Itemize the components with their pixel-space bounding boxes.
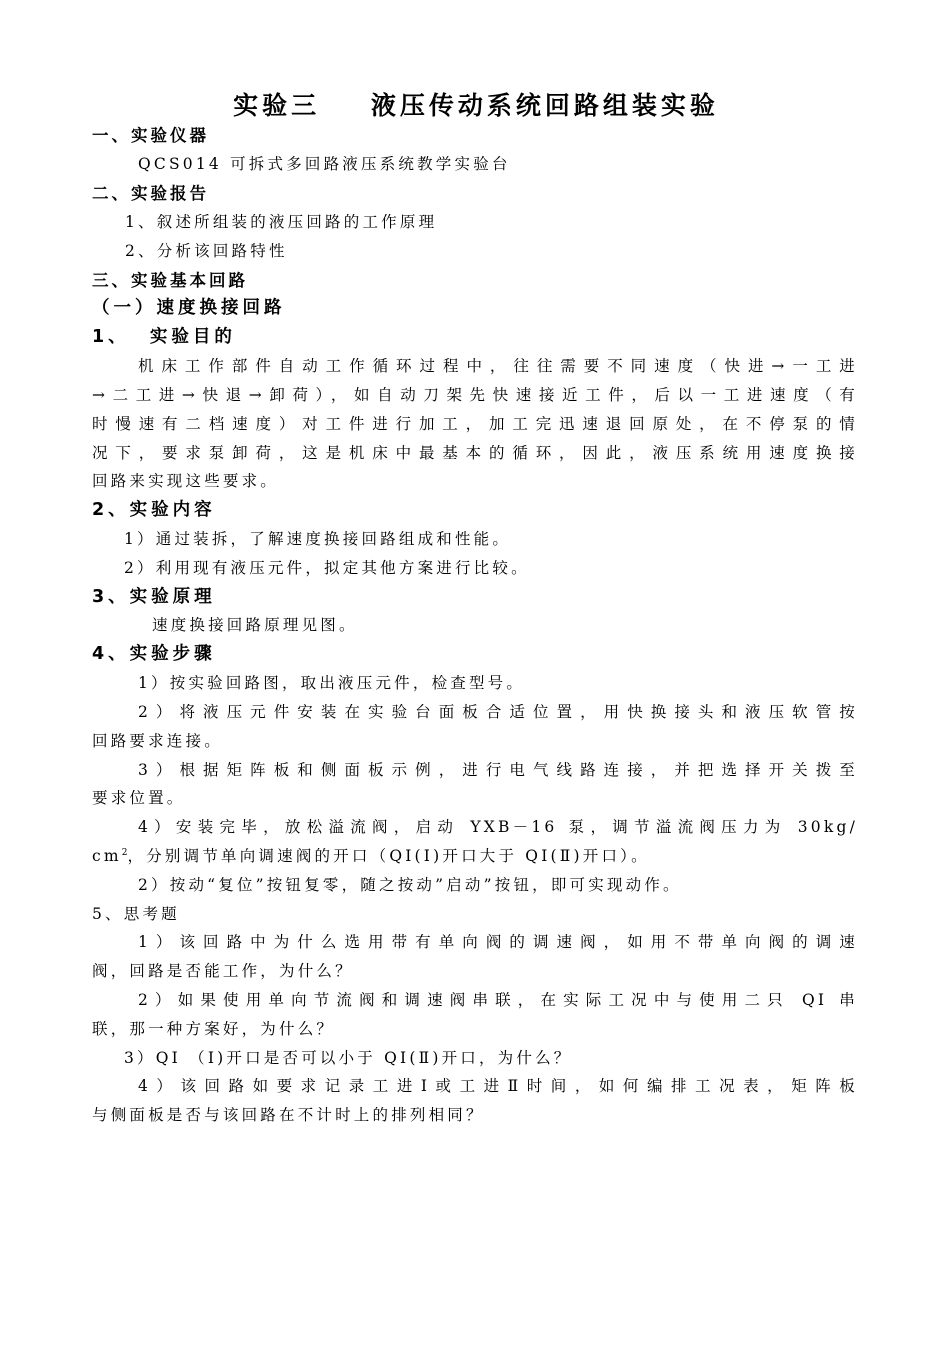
- content-item: 1）通过装拆，了解速度换接回路组成和性能。: [124, 530, 512, 548]
- step-line: 2）按动“复位”按钮复零，随之按动”启动”按钮，即可实现动作。: [138, 876, 682, 894]
- step-line: 1）按实验回路图，取出液压元件，检查型号。: [138, 674, 526, 692]
- step-line-cm2: [92, 842, 858, 871]
- question-line: 与侧面板是否与该回路在不计时上的排列相同？: [92, 1106, 485, 1124]
- section-heading-report: 二、实验报告: [92, 184, 209, 203]
- superscript-2: 2: [121, 848, 128, 858]
- purpose-line: →二工进→快退→卸荷），如自动刀架先快速接近工件，后以一工进速度（有: [92, 386, 858, 404]
- purpose-line: 机床工作部件自动工作循环过程中，往往需要不同速度（快进→一工进: [138, 357, 858, 375]
- principle-text: 速度换接回路原理见图。: [152, 616, 358, 634]
- purpose-heading: 1、 实验目的: [92, 327, 236, 347]
- purpose-line: 况下，要求泵卸荷，这是机床中最基本的循环，因此，液压系统用速度换接: [92, 444, 858, 462]
- step-line: 回路要求连接。: [92, 732, 223, 750]
- question-line: 2）如果使用单向节流阀和调速阀串联，在实际工况中与使用二只 QI 串: [138, 991, 858, 1009]
- report-item: 2、分析该回路特性: [125, 242, 288, 260]
- question-line: 3）QI （Ⅰ)开口是否可以小于 QI(Ⅱ)开口，为什么？: [124, 1049, 573, 1067]
- subsection-heading: （一）速度换接回路: [92, 298, 286, 318]
- questions-heading: 5、思考题: [92, 905, 180, 923]
- principle-heading: 3、实验原理: [92, 587, 216, 607]
- section-heading-basic-circuit: 三、实验基本回路: [92, 271, 248, 290]
- unit-cm: cm: [92, 847, 122, 865]
- question-line: 阀，回路是否能工作，为什么？: [92, 962, 354, 980]
- step-line-continuation: ，分别调节单向调速阀的开口（QI(Ⅰ)开口大于 QI(Ⅱ)开口）。: [127, 847, 650, 865]
- step-line: 2）将液压元件安装在实验台面板合适位置，用快换接头和液压软管按: [138, 703, 858, 721]
- page-title: 实验三 液压传动系统回路组装实验: [233, 91, 719, 120]
- step-line: 要求位置。: [92, 789, 186, 807]
- question-line: 4）该回路如要求记录工进Ⅰ或工进Ⅱ时间，如何编排工况表，矩阵板: [138, 1077, 858, 1095]
- step-line: 4）安装完毕，放松溢流阀，启动 YXB－16 泵，调节溢流阀压力为 30kg/: [138, 818, 858, 836]
- question-line: 1）该回路中为什么选用带有单向阀的调速阀，如用不带单向阀的调速: [138, 933, 858, 951]
- question-line: 联，那一种方案好，为什么？: [92, 1020, 336, 1038]
- content-heading: 2、实验内容: [92, 500, 216, 520]
- purpose-line: 回路来实现这些要求。: [92, 472, 280, 490]
- steps-heading: 4、实验步骤: [92, 644, 216, 664]
- section-heading-instruments: 一、实验仪器: [92, 126, 209, 145]
- content-item: 2）利用现有液压元件，拟定其他方案进行比较。: [124, 559, 530, 577]
- instruments-text: QCS014 可拆式多回路液压系统教学实验台: [138, 155, 511, 173]
- report-item: 1、叙述所组装的液压回路的工作原理: [125, 213, 438, 231]
- step-line: 3）根据矩阵板和侧面板示例，进行电气线路连接，并把选择开关拨至: [138, 761, 858, 779]
- purpose-line: 时慢速有二档速度）对工件进行加工，加工完迅速退回原处，在不停泵的情: [92, 415, 858, 433]
